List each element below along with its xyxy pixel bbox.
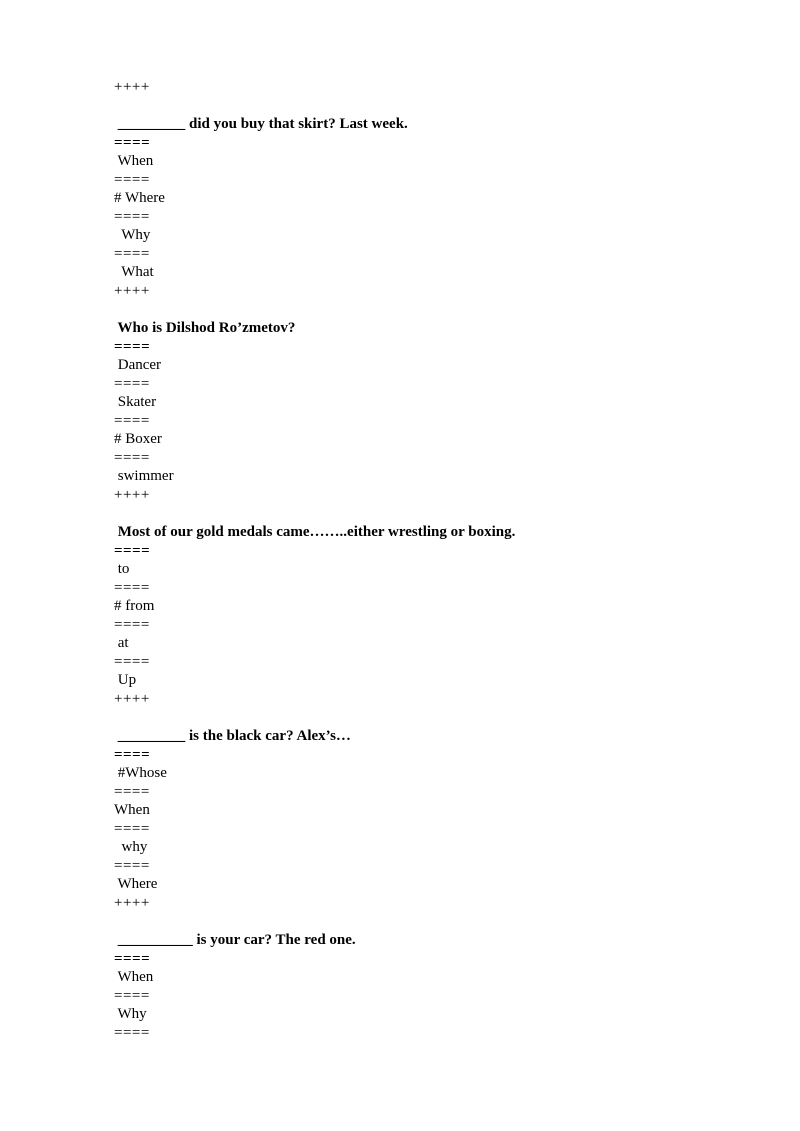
separator: ++++ xyxy=(114,79,150,95)
separator: ==== xyxy=(114,747,151,763)
separator: ==== xyxy=(114,543,151,559)
separator: ==== xyxy=(114,209,150,225)
separator: ==== xyxy=(114,580,150,596)
separator: ==== xyxy=(114,988,150,1004)
separator: ==== xyxy=(114,784,150,800)
separator: ==== xyxy=(114,246,150,262)
answer-option: Where xyxy=(114,876,158,892)
answer-option-correct: # Where xyxy=(114,190,165,206)
answer-option: swimmer xyxy=(114,468,174,484)
separator: ==== xyxy=(114,450,150,466)
answer-option: When xyxy=(114,969,154,985)
separator: ++++ xyxy=(114,895,150,911)
answer-option: Dancer xyxy=(114,357,162,373)
question-text: Most of our gold medals came……..either wrestling or boxing. xyxy=(114,524,516,540)
answer-option-correct: # from xyxy=(114,598,155,614)
answer-option: When xyxy=(114,802,150,818)
separator: ==== xyxy=(114,339,151,355)
answer-option: why xyxy=(114,839,148,855)
answer-option-correct: #Whose xyxy=(114,765,167,781)
answer-option: to xyxy=(114,561,130,577)
separator: ==== xyxy=(114,654,150,670)
separator: ==== xyxy=(114,951,151,967)
separator: ++++ xyxy=(114,283,150,299)
question-text: __________ is your car? The red one. xyxy=(114,932,356,948)
separator: ==== xyxy=(114,135,151,151)
answer-option: When xyxy=(114,153,154,169)
question-text: _________ did you buy that skirt? Last week. xyxy=(114,116,408,132)
question-text: _________ is the black car? Alex’s… xyxy=(114,728,351,744)
separator: ==== xyxy=(114,858,150,874)
separator: ==== xyxy=(114,376,150,392)
answer-option: at xyxy=(114,635,129,651)
question-text: Who is Dilshod Ro’zmetov? xyxy=(114,320,296,336)
separator: ==== xyxy=(114,413,150,429)
answer-option: Skater xyxy=(114,394,157,410)
separator: ==== xyxy=(114,172,150,188)
answer-option: Why xyxy=(114,227,151,243)
separator: ==== xyxy=(114,1025,150,1041)
answer-option-correct: # Boxer xyxy=(114,431,162,447)
separator: ++++ xyxy=(114,487,150,503)
answer-option: Up xyxy=(114,672,137,688)
separator: ==== xyxy=(114,617,150,633)
answer-option: What xyxy=(114,264,154,280)
answer-option: Why xyxy=(114,1006,147,1022)
separator: ++++ xyxy=(114,691,150,707)
separator: ==== xyxy=(114,821,150,837)
